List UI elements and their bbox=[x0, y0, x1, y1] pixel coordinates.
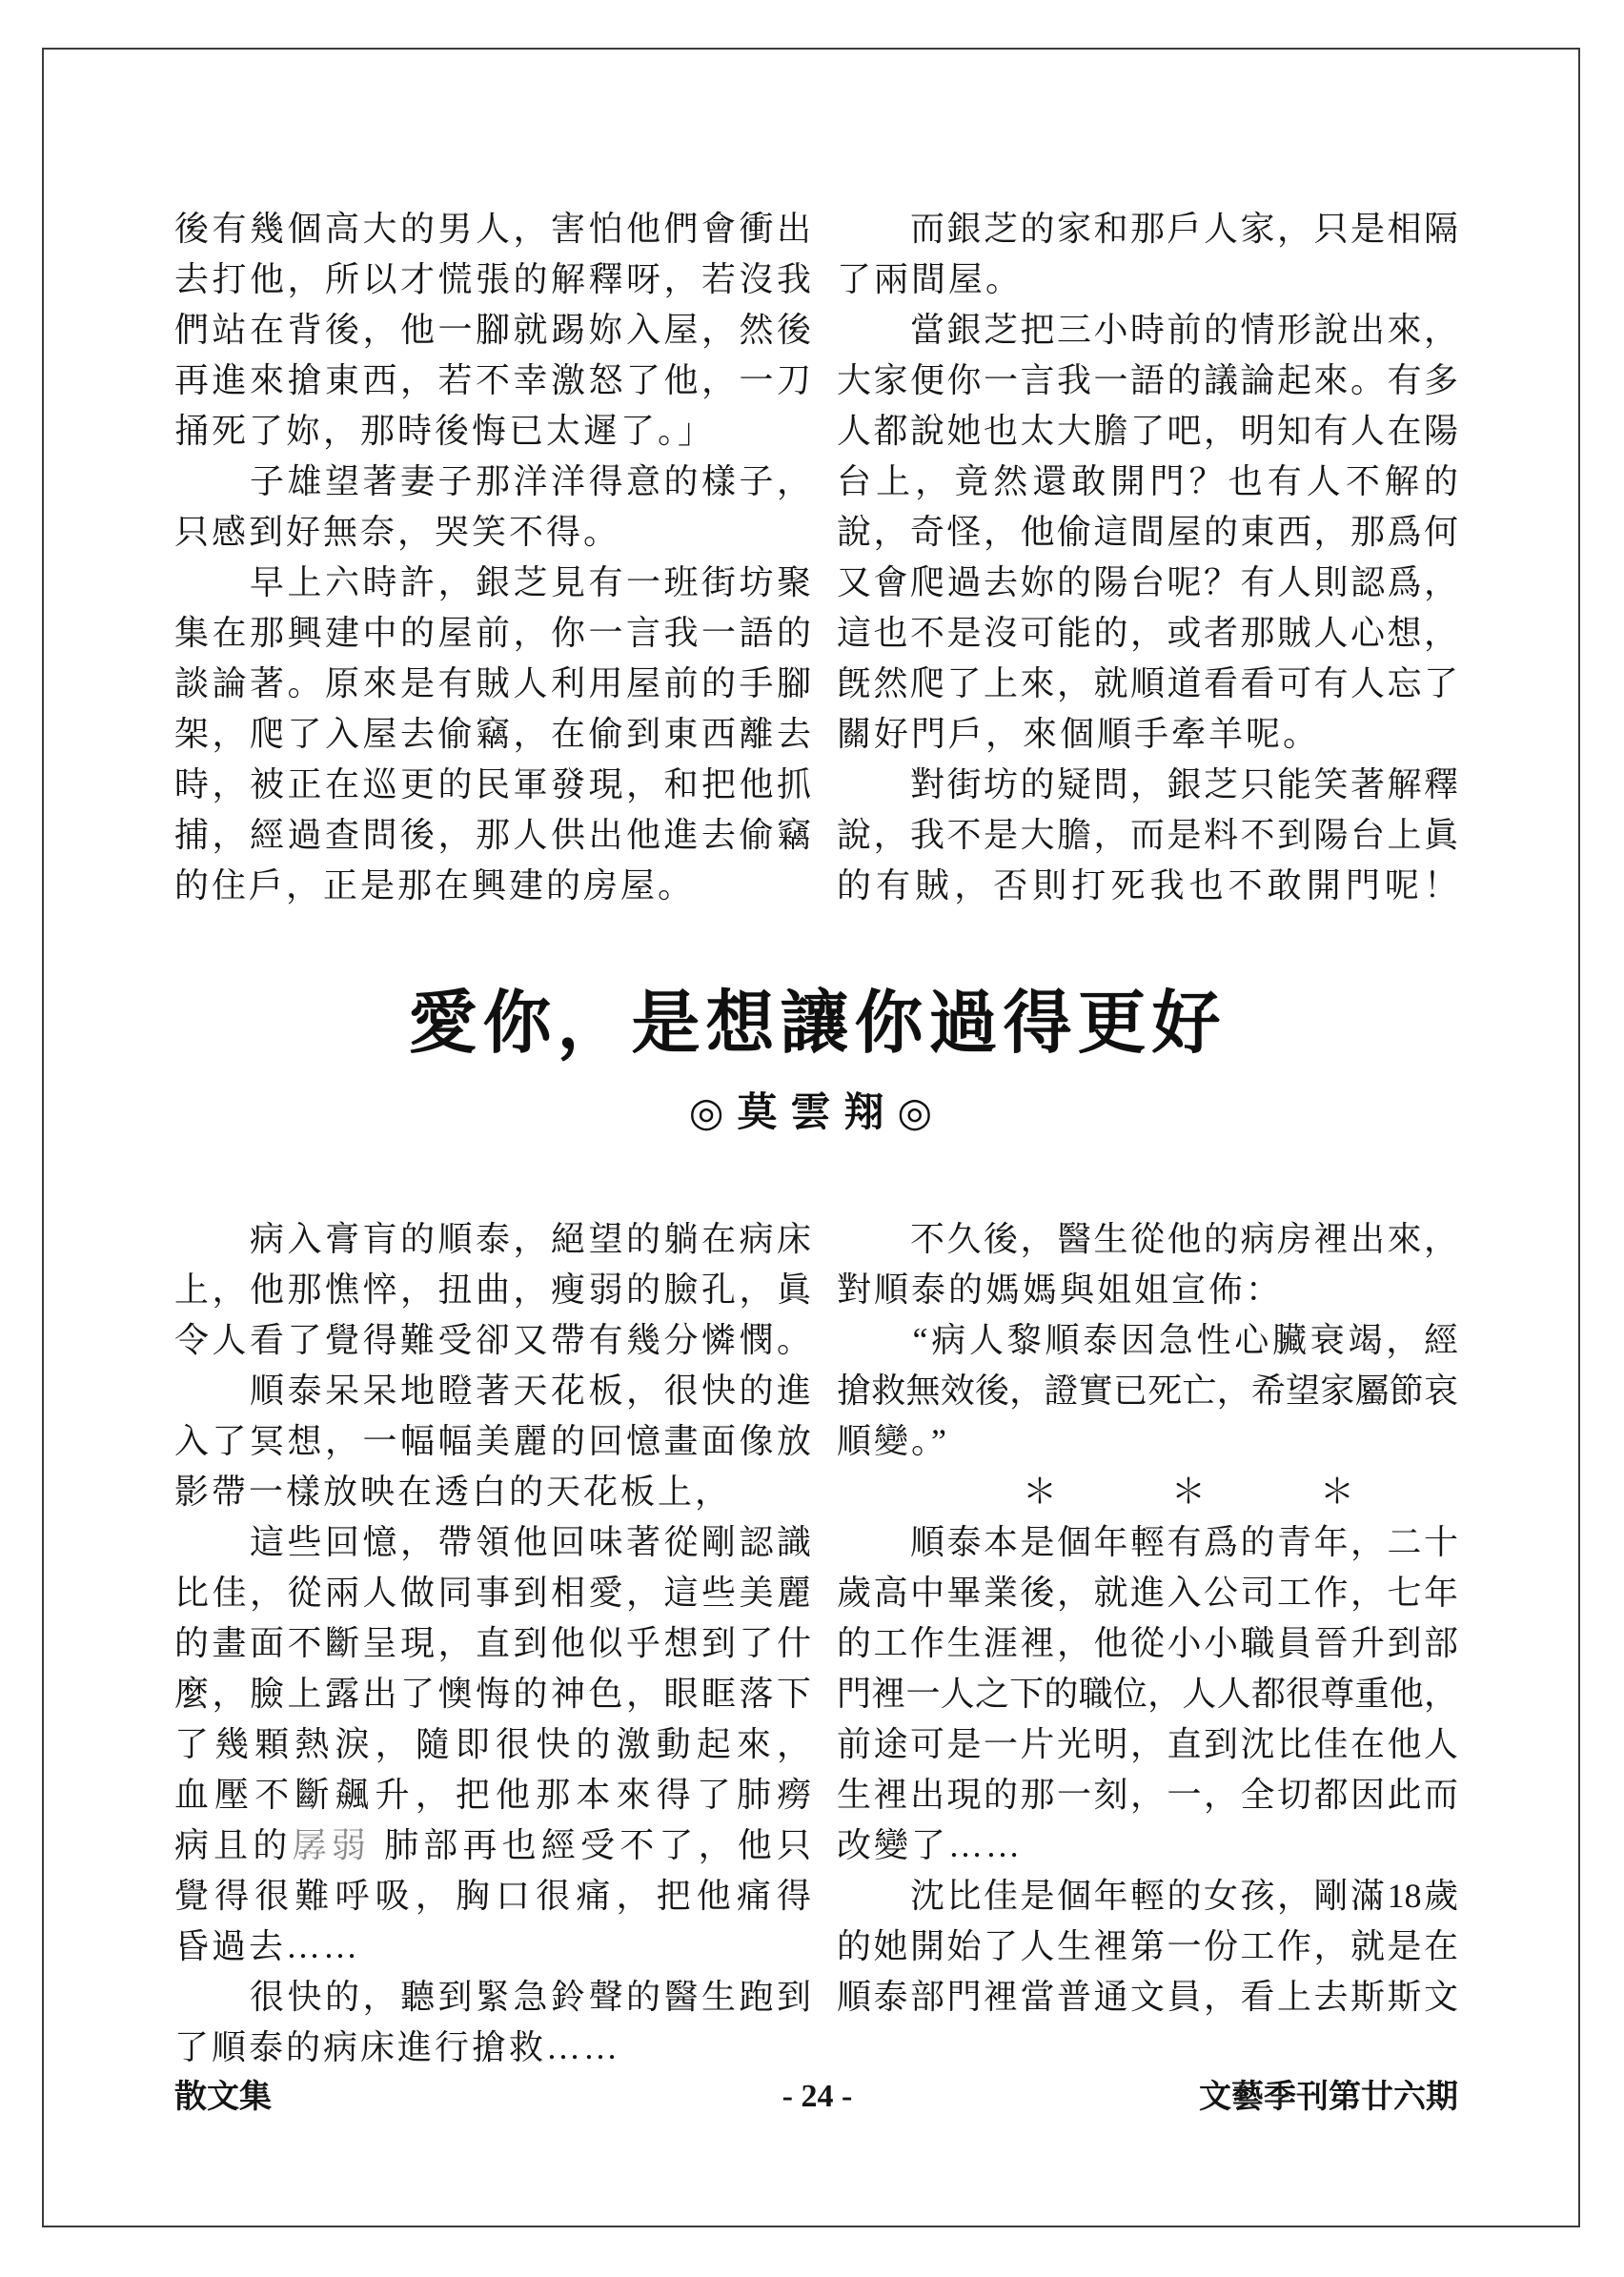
text-line: 了順泰的病床進行搶救…… bbox=[174, 2028, 621, 2066]
text-line: 順變。” bbox=[837, 1422, 949, 1460]
text-line: 而銀芝的家和那戶人家，只是相隔 bbox=[837, 210, 1458, 248]
text-line: 的她開始了人生裡第一份工作，就是在 bbox=[837, 1927, 1458, 1965]
text-line: 的工作生涯裡，他從小小職員晉升到部 bbox=[837, 1624, 1458, 1662]
text-line: 了兩間屋。 bbox=[837, 260, 1024, 298]
text-line: 時，被正在巡更的民軍發現，和把他抓 bbox=[174, 765, 811, 803]
text-line: 說，奇怪，他偷這間屋的東西，那爲何 bbox=[837, 513, 1458, 551]
text-line: 前途可是一片光明，直到沈比佳在他人 bbox=[837, 1725, 1458, 1763]
text-line: 捅死了妳，那時後悔已太遲了。」 bbox=[174, 412, 716, 450]
text-line: 大家便你一言我一語的議論起來。有多 bbox=[837, 361, 1458, 399]
text-line: 門裡一人之下的職位，人人都很尊重他， bbox=[837, 1675, 1458, 1713]
text-line: 病入膏肓的順泰，絕望的躺在病床 bbox=[174, 1220, 811, 1258]
text-line: 很快的，聽到緊急鈴聲的醫生跑到 bbox=[174, 1978, 811, 2016]
story1-left-column bbox=[174, 204, 811, 911]
text-line: 昏過去…… bbox=[174, 1927, 361, 1965]
text-line: 這些回憶，帶領他回味著從剛認識 bbox=[174, 1523, 811, 1561]
text-line: 只感到好無奈，哭笑不得。 bbox=[174, 513, 621, 551]
text-line: 的畫面不斷呈現，直到他似乎想到了什 bbox=[174, 1624, 811, 1662]
text-line: 麼，臉上露出了懊悔的神色，眼眶落下 bbox=[174, 1675, 811, 1713]
text-line: 順泰本是個年輕有爲的青年，二十 bbox=[837, 1523, 1458, 1561]
text-line: 搶救無效後，證實已死亡，希望家屬節哀 bbox=[837, 1372, 1458, 1410]
text-line: 台上，竟然還敢開門？也有人不解的 bbox=[837, 462, 1458, 500]
text-line: 上，他那憔悴，扭曲，瘦弱的臉孔，眞 bbox=[174, 1271, 811, 1309]
text-line: 歲高中畢業後，就進入公司工作，七年 bbox=[837, 1574, 1458, 1612]
article-author: ◎莫雲翔◎ bbox=[688, 1091, 946, 1135]
text-line: 入了冥想，一幅幅美麗的回憶畫面像放 bbox=[174, 1422, 811, 1460]
text-line: 對街坊的疑問，銀芝只能笑著解釋 bbox=[837, 765, 1458, 803]
text-line: 子雄望著妻子那洋洋得意的樣子， bbox=[174, 462, 811, 500]
text-line: 捕，經過查問後，那人供出他進去偷竊 bbox=[174, 816, 811, 854]
text-line: 集在那興建中的屋前，你一言我一語的 bbox=[174, 614, 811, 652]
story2-left-column bbox=[174, 1214, 811, 2073]
text-line: 生裡出現的那一刻，一，全切都因此而 bbox=[837, 1776, 1458, 1814]
footer-page-number: - 24 - bbox=[782, 2079, 853, 2114]
text-line: 令人看了覺得難受卻又帶有幾分憐憫。 bbox=[174, 1321, 811, 1359]
text-line: 對順泰的媽媽與姐姐宣佈： bbox=[837, 1271, 1284, 1309]
text-line: 順泰呆呆地瞪著天花板，很快的進 bbox=[174, 1372, 811, 1410]
text-line: 不久後，醫生從他的病房裡出來， bbox=[837, 1220, 1458, 1258]
text-line: 沈比佳是個年輕的女孩，剛滿18歲 bbox=[837, 1877, 1458, 1915]
text-line: 關好門戶，來個順手牽羊呢。 bbox=[837, 715, 1321, 753]
text-line: 旣然爬了上來，就順道看看可有人忘了 bbox=[837, 664, 1458, 702]
text-line: 再進來搶東西，若不幸激怒了他，一刀 bbox=[174, 361, 811, 399]
text-line: 架，爬了入屋去偷竊，在偷到東西離去 bbox=[174, 715, 811, 753]
text-line: 覺得很難呼吸，胸口很痛，把他痛得 bbox=[174, 1877, 811, 1915]
text-line: 當銀芝把三小時前的情形說出來， bbox=[837, 311, 1458, 349]
text-line: 後有幾個高大的男人，害怕他們會衝出 bbox=[174, 210, 811, 248]
text-line bbox=[174, 1820, 811, 1871]
text-line: 了幾顆熱淚，隨即很快的激動起來， bbox=[174, 1725, 811, 1763]
article-title: 愛你，是想讓你過得更好 bbox=[408, 986, 1227, 1062]
text-line: 早上六時許，銀芝見有一班街坊聚 bbox=[174, 563, 811, 601]
text-line: 順泰部門裡當普通文員，看上去斯斯文 bbox=[837, 1978, 1458, 2016]
text-line: 的住戶，正是那在興建的房屋。 bbox=[174, 866, 696, 905]
text-line: 比佳，從兩人做同事到相愛，這些美麗 bbox=[174, 1574, 811, 1612]
muted-text: 孱弱 bbox=[292, 1826, 371, 1864]
text-line: 這也不是沒可能的，或者那賊人心想， bbox=[837, 614, 1458, 652]
text-line: 談論著。原來是有賊人利用屋前的手腳 bbox=[174, 664, 811, 702]
text-line: “病人黎順泰因急性心臟衰竭，經 bbox=[837, 1321, 1458, 1359]
text-segment: 病且的 bbox=[174, 1826, 293, 1864]
footer-journal-title: 文藝季刊第廿六期 bbox=[1199, 2079, 1458, 2115]
story2-right-column bbox=[837, 1214, 1458, 2023]
footer-book-title: 散文集 bbox=[174, 2079, 272, 2115]
text-line: 的有賊，否則打死我也不敢開門呢！ bbox=[837, 866, 1458, 905]
text-line: 去打他，所以才慌張的解釋呀，若沒我 bbox=[174, 260, 811, 298]
story1-right-column bbox=[837, 204, 1458, 911]
text-line: 又會爬過去妳的陽台呢？有人則認爲， bbox=[837, 563, 1458, 601]
text-line: 們站在背後，他一腳就踢妳入屋，然後 bbox=[174, 311, 811, 349]
text-line: 影帶一樣放映在透白的天花板上， bbox=[174, 1473, 733, 1511]
text-segment: 肺部再也經受不了，他只 bbox=[370, 1826, 811, 1864]
text-line: 改變了…… bbox=[837, 1826, 1024, 1864]
text-line: 說，我不是大膽，而是料不到陽台上眞 bbox=[837, 816, 1458, 854]
text-line: ＊ ＊ ＊ bbox=[837, 1473, 1358, 1511]
text-line: 血壓不斷飆升，把他那本來得了肺癆 bbox=[174, 1776, 811, 1814]
text-line: 人都說她也太大膽了吧，明知有人在陽 bbox=[837, 412, 1458, 450]
